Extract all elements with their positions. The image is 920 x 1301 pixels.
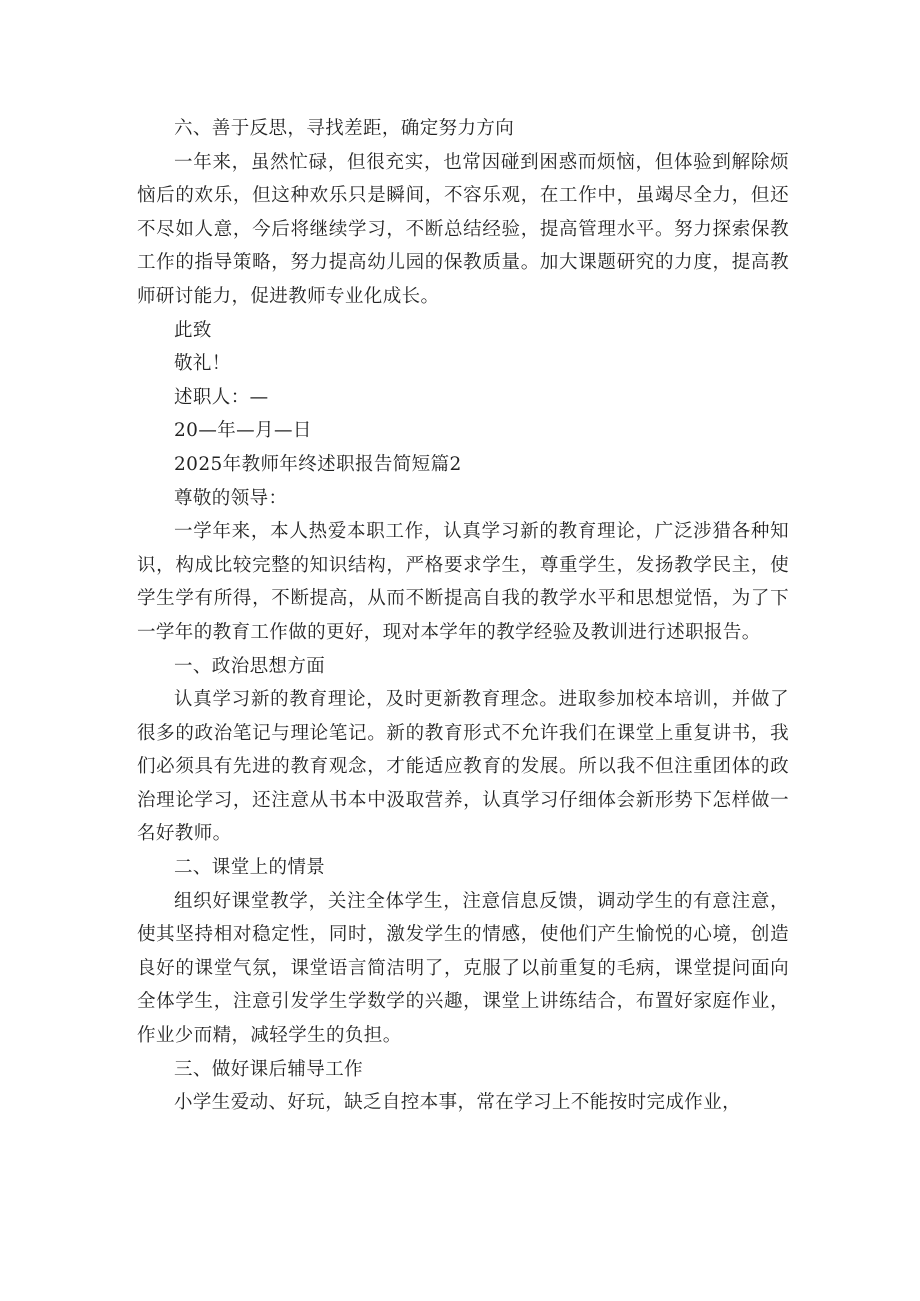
closing-salutation: 此致 [174, 319, 212, 341]
section-heading-reflection: 六、善于反思，寻找差距，确定努力方向 [174, 118, 515, 139]
paragraph-classroom: 组织好课堂教学，关注全体学生，注意信息反馈，调动学生的有意注意，使其坚持相对稳定性，同时，激发学生的情感，使他们产生愉悦的心境，创造良好的课堂气氛，课堂语言简洁明了，克服了以前重复的毛病，课堂提问面向全体学生，注意引发学生学数学的兴趣，课堂上讲练结合，布置好家庭作业，作业少而精，减轻学生的负担。 [137, 890, 789, 1047]
greeting-line: 尊敬的领导： [174, 487, 288, 509]
paragraph-reflection: 一年来，虽然忙碌，但很充实，也常因碰到困惑而烦恼，但体验到解除烦恼后的欢乐，但这种欢乐只是瞬间，不容乐观，在工作中，虽竭尽全力，但还不尽如人意，今后将继续学习，不断总结经验，提高管理水平。努力探索保教工作的指导策略，努力提高幼儿园的保教质量。加大课题研究的力度，提高教师研讨能力，促进教师专业化成长。 [137, 151, 789, 307]
document-body [137, 112, 789, 1120]
section-heading-classroom: 二、课堂上的情景 [174, 857, 326, 879]
date-line: 20—年—月—日 [174, 420, 312, 442]
closing-regards: 敬礼！ [174, 353, 231, 375]
signature-line: 述职人：— [174, 386, 269, 408]
section-heading-politics: 一、政治思想方面 [174, 655, 326, 677]
paragraph-tutoring: 小学生爱动、好玩，缺乏自控本事，常在学习上不能按时完成作业， [174, 1092, 742, 1114]
paragraph-politics: 认真学习新的教育理论，及时更新教育理念。进取参加校本培训，并做了很多的政治笔记与理论笔记。新的教育形式不允许我们在课堂上重复讲书，我们必须具有先进的教育观念，才能适应教育的发展。所以我不但注重团体的政治理论学习，还注意从书本中汲取营养，认真学习仔细体会新形势下怎样做一名好教师。 [137, 689, 789, 845]
article-title: 2025年教师年终述职报告简短篇2 [174, 453, 462, 475]
section-heading-tutoring: 三、做好课后辅导工作 [174, 1058, 364, 1080]
paragraph-intro: 一学年来，本人热爱本职工作，认真学习新的教育理论，广泛涉猎各种知识，构成比较完整的知识结构，严格要求学生，尊重学生，发扬教学民主，使学生学有所得，不断提高，从而不断提高自我的教学水平和思想觉悟，为了下一学年的教育工作做的更好，现对本学年的教学经验及教训进行述职报告。 [137, 521, 789, 643]
